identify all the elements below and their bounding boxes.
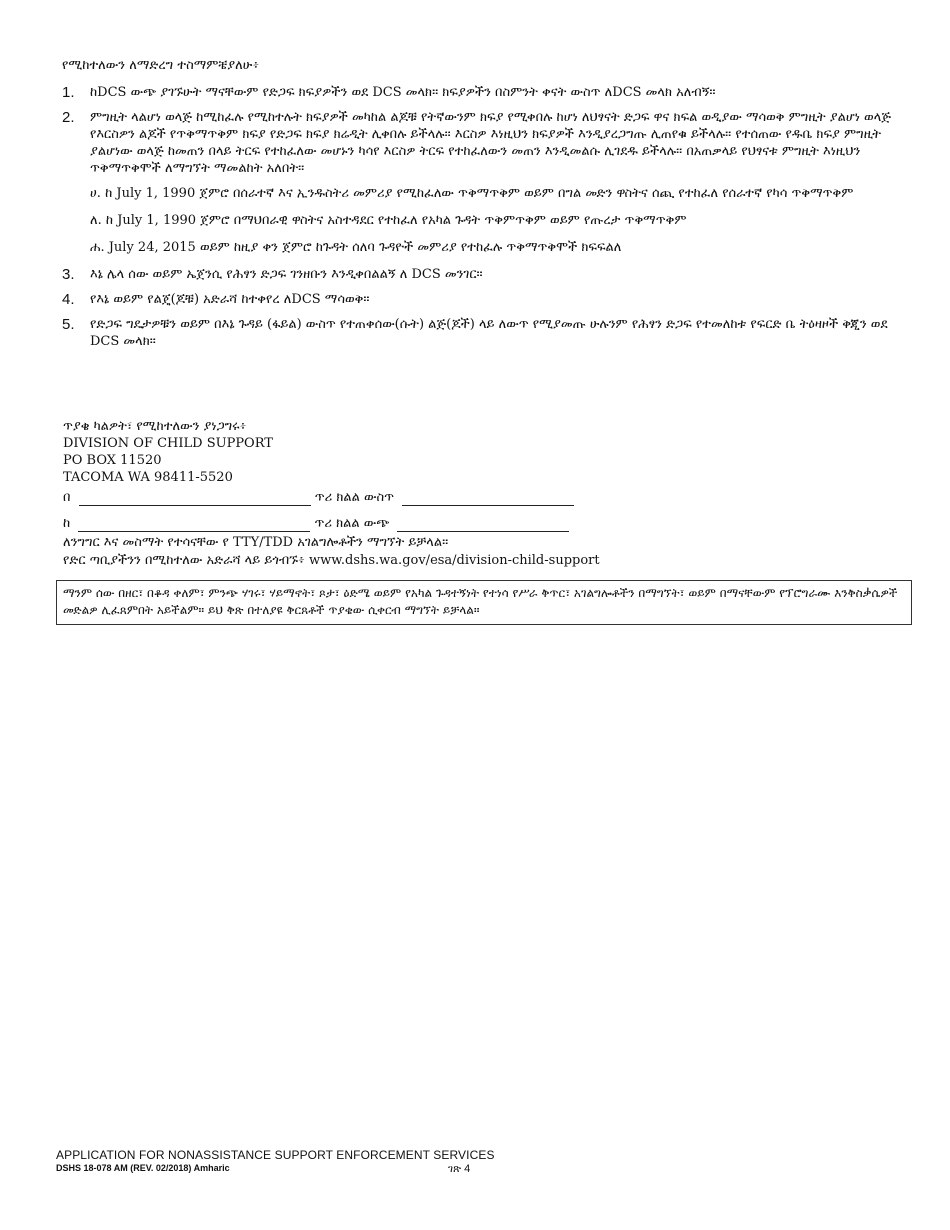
contact-address bbox=[63, 418, 563, 486]
phone-out-area-row bbox=[63, 516, 623, 532]
benefits-sublist bbox=[90, 185, 912, 256]
list-item bbox=[62, 84, 912, 101]
address-city: TACOMA WA 98411-5520 bbox=[63, 470, 233, 485]
footer-form-id: DSHS 18-078 AM (REV. 02/2018) Amharic bbox=[56, 1163, 230, 1173]
item-number: 4. bbox=[62, 291, 75, 308]
item-number: 3. bbox=[62, 266, 75, 283]
list-item bbox=[62, 266, 912, 283]
list-item bbox=[62, 109, 912, 256]
sublist-item: ሀ. ከ July 1, 1990 ጀምሮ በሰራተኛ እና ኢንዱስትሪ መምሪያ የሚከፈለው ጥቅማጥቅም ወይም በግል መድን ዋስትና ሰጪ የተከፈለ የሰራተኛ የካሳ ጥቅማጥቅም bbox=[90, 186, 854, 201]
item-number: 2. bbox=[62, 109, 75, 126]
sublist-item: ሐ. July 24, 2015 ወይም ከዚያ ቀን ጀምሮ ከጉዳት ሰለባ ጉዳዮች መምሪያ የተከፈሉ ጥቅማጥቅሞች ክፍፍልለ bbox=[90, 240, 622, 255]
phone-in-label: ጥሪ ክልል ውስጥ bbox=[314, 490, 395, 505]
phone-in-prefix: በ bbox=[63, 490, 71, 505]
item-number: 1. bbox=[62, 84, 75, 101]
nondiscrimination-notice: ማንም ሰው በዘር፣ በቆዳ ቀለም፣ ምንጭ ሃገሩ፣ ሃይማኖት፣ ጾታ፣ ዕድሜ ወይም የአካል ጉዳተኝነት የተነሳ የሥራ ቅጥር፣ አገልግሎቶችን በማግኘት፣ ወይም በማናቸውም የፕሮግራሙ እንቅስቃሴዎች መድልዎ ሊፈጸምበት አይችልም። ይህ ቅጽ በተለያዩ ቅርጸቶች ጥያቄው ሲቀርብ ማግኘት ይቻላል። bbox=[56, 580, 912, 625]
item-number: 5. bbox=[62, 316, 75, 333]
sublist-item: ለ. ከ July 1, 1990 ጀምሮ በማህበራዊ ዋስትና አስተዳደር የተከፈለ የአካል ጉዳት ጥቅምጥቅም ወይም የጡረታ ጥቅማጥቅም bbox=[90, 213, 687, 228]
list-item bbox=[62, 291, 912, 308]
phone-in-area-row bbox=[63, 490, 623, 506]
item-text: የእኔ ወይም የልጄ(ጆቹ) አድራሻ ከተቀየረ ለDCS ማሳወቅ። bbox=[90, 292, 370, 307]
item-text: ምግዚት ላልሆነ ወላጅ ከሚከፈሉ የሚከተሉት ክፍያዎች መካከል ልጆቹ የትኛውንም ክፍያ የሚቀበሉ ከሆነ ለህፃናት ድጋፍ ዋና ክፍል ወዲያው ማሳወቅ ምግዚት ያልሆነ ወላጅ የእርስዎን ልጆች የጥቅማጥቅም ክፍያ የድጋፍ ክፍያ ክሬዲት ሊቀበሉ ይችላሉ፡፡ እርስዎ እነዚህን ክፍያዎች እንዲያረጋግጡ ሊጠየቁ ይችላሉ፡፡ የተሰጠው የዱቤ ክፍያ ምግዚት ያልሆነው ወላጅ ከመጠን በላይ ትርፍ የተከፈለው መሆኑን ካሳየ እርስዎ ትርፍ የተከፈለውን መጠን እንዲመልሱ ሊገደዱ ይችላሉ፡፡ በአጠቃላይ የህፃናቱ ምግዚት እነዚህን ጥቅማጥቅሞች ለማግኘት ማመልከት አለበት፡፡ bbox=[90, 110, 892, 176]
item-text: እኔ ሌላ ሰው ወይም ኤጀንሲ የሕፃን ድጋፍ ገንዘቡን እንዲቀበልልኝ ለ DCS መንገር። bbox=[90, 267, 483, 282]
item-text: ከDCS ውጭ ያገኙሁት ማናቸውም የድጋፍ ክፍያዎችን ወደ DCS መላክ። ክፍያዎችን በስምንት ቀናት ውስጥ ለDCS መላክ አለብኝ። bbox=[90, 85, 716, 100]
obligations-list bbox=[62, 84, 912, 358]
intro-statement: የሚከተለውን ለማድረግ ተስማምቼያለሁ፥ bbox=[62, 58, 260, 73]
footer-page-number: ገጽ 4 bbox=[448, 1163, 471, 1175]
phone-out-label: ጥሪ ክልል ውጭ bbox=[314, 516, 390, 531]
phone-in-number-blank[interactable] bbox=[402, 491, 574, 506]
address-box: PO BOX 11520 bbox=[63, 453, 162, 468]
footer-form-title: APPLICATION FOR NONASSISTANCE SUPPORT ENFORCEMENT SERVICES bbox=[56, 1148, 495, 1162]
address-heading: ጥያቄ ካልዎት፣ የሚከተለውን ያነጋግሩ፥ bbox=[63, 419, 247, 434]
phone-out-blank[interactable] bbox=[78, 517, 310, 532]
phone-in-blank[interactable] bbox=[79, 491, 311, 506]
list-item bbox=[62, 316, 912, 350]
phone-out-prefix: ከ bbox=[63, 516, 71, 531]
item-text: የድጋፍ ግዴታዎቹን ወይም በእኔ ጉዳይ (ፋይል) ውስጥ የተጠቀሰው(ሱት) ልጅ(ጆች) ላይ ለውጥ የሚያመጡ ሁሉንም የሕፃን ድጋፍ የተመለከቱ የፍርድ ቤ ትዕዛዞች ቅጂን ወደ DCS መላክ። bbox=[90, 317, 888, 349]
address-org: DIVISION OF CHILD SUPPORT bbox=[63, 436, 273, 451]
tty-note: ለንግግር እና መስማት የተሳናቸው የ TTY/TDD አገልግሎቶችን ማግኘት ይቻላል። bbox=[63, 535, 449, 550]
phone-out-number-blank[interactable] bbox=[397, 517, 569, 532]
website-note: የድር ጣቢያችንን በሚከተለው አድራሻ ላይ ይጎብኙ፥ www.dshs.wa.gov/esa/division-child-support bbox=[63, 553, 600, 568]
